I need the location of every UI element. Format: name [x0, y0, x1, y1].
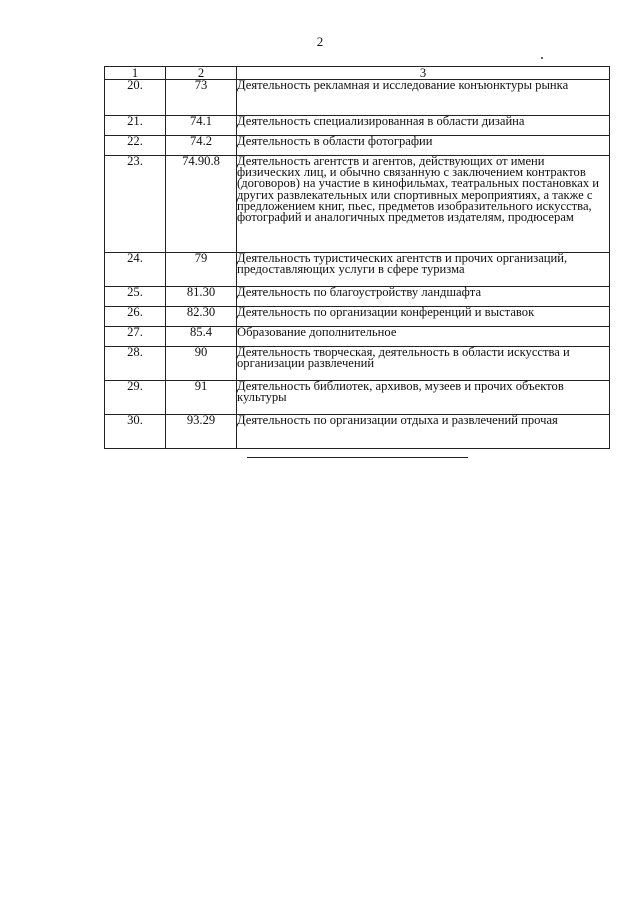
row-description: Деятельность по организации конференций и выставок	[237, 307, 610, 327]
row-code: 74.90.8	[166, 156, 237, 253]
scan-speck	[541, 57, 543, 59]
row-description: Деятельность агентств и агентов, действующих от имени физических лиц, и обычно связанную с заключением контрактов (договоров) на участие в кинофильмах, театральных постановках и других развлекательных или спортивных мероприятиях, а также с предложением книг, пьес, предметов изобразительного искусства, фотографий и аналогичных предметов издателям, продюсерам	[237, 156, 610, 253]
row-number: 27.	[105, 327, 166, 347]
table-row	[105, 307, 610, 327]
row-code: 74.2	[166, 136, 237, 156]
table-row	[105, 287, 610, 307]
row-number: 22.	[105, 136, 166, 156]
row-code: 81.30	[166, 287, 237, 307]
row-description: Деятельность в области фотографии	[237, 136, 610, 156]
table-row	[105, 347, 610, 381]
row-number: 25.	[105, 287, 166, 307]
row-number: 21.	[105, 116, 166, 136]
row-code: 85.4	[166, 327, 237, 347]
table-row	[105, 415, 610, 449]
row-number: 30.	[105, 415, 166, 449]
row-description: Деятельность по организации отдыха и развлечений прочая	[237, 415, 610, 449]
row-code: 90	[166, 347, 237, 381]
row-number: 20.	[105, 80, 166, 116]
header-col-3: 3	[237, 67, 610, 80]
table-row	[105, 156, 610, 253]
table-row	[105, 116, 610, 136]
row-code: 91	[166, 381, 237, 415]
row-code: 73	[166, 80, 237, 116]
table-row	[105, 381, 610, 415]
table-row	[105, 253, 610, 287]
row-description: Образование дополнительное	[237, 327, 610, 347]
page-number: 2	[316, 34, 324, 49]
row-number: 23.	[105, 156, 166, 253]
table-row	[105, 80, 610, 116]
row-description: Деятельность рекламная и исследование конъюнктуры рынка	[237, 80, 610, 116]
row-description: Деятельность творческая, деятельность в области искусства и организации развлечений	[237, 347, 610, 381]
row-number: 28.	[105, 347, 166, 381]
row-description: Деятельность по благоустройству ландшафта	[237, 287, 610, 307]
table-row	[105, 327, 610, 347]
row-number: 26.	[105, 307, 166, 327]
row-number: 24.	[105, 253, 166, 287]
row-code: 79	[166, 253, 237, 287]
row-description: Деятельность туристических агентств и прочих организаций, предоставляющих услуги в сфере туризма	[237, 253, 610, 287]
table-row	[105, 136, 610, 156]
closing-rule	[247, 457, 468, 458]
row-code: 74.1	[166, 116, 237, 136]
header-col-2: 2	[166, 67, 237, 80]
row-code: 82.30	[166, 307, 237, 327]
row-code: 93.29	[166, 415, 237, 449]
row-number: 29.	[105, 381, 166, 415]
header-col-1: 1	[105, 67, 166, 80]
row-description: Деятельность специализированная в области дизайна	[237, 116, 610, 136]
activities-table	[104, 66, 610, 449]
row-description: Деятельность библиотек, архивов, музеев и прочих объектов культуры	[237, 381, 610, 415]
